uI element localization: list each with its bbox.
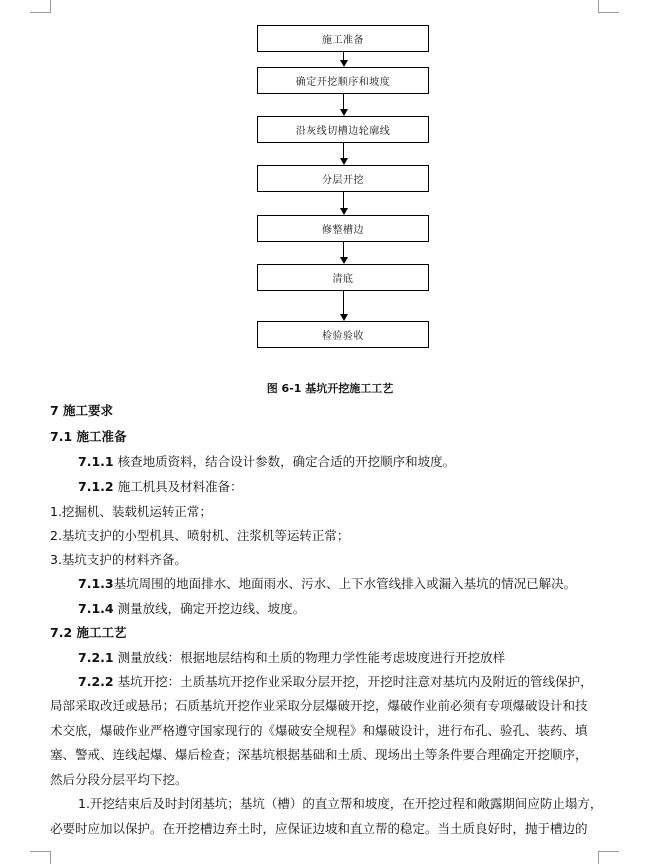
clause-number: 7.2.2 [78, 674, 114, 689]
clause-number: 7.1.3 [78, 576, 114, 591]
figure-caption: 图 6-1 基坑开挖施工工艺 [266, 382, 394, 395]
clause-text: 测量放线：根据地层结构和土质的物理力学性能考虑坡度进行开挖放样 [113, 650, 506, 665]
paragraph-line: 塞、警戒、连线起爆、爆后检查；深基坑根据基础和土质、现场出土等条件要合理确定开挖顺序， [50, 747, 588, 762]
flow-step-label: 沿灰线切槽边轮廓线 [295, 126, 391, 137]
clause-number: 7.1.4 [78, 601, 114, 616]
clause-text: 测量放线，确定开挖边线、坡度。 [113, 601, 306, 616]
paragraph-7-1-1 [78, 453, 455, 471]
paragraph-line: 1.开挖结束后及时封闭基坑；基坑（槽）的直立帮和坡度，在开挖过程和敞露期间应防止塌方， [78, 796, 603, 811]
paragraph-7-1-4 [78, 600, 305, 618]
paragraph-line: 然后分段分层平均下挖。 [50, 772, 188, 787]
flow-step-label: 施工准备 [322, 35, 364, 46]
arrow-head-icon [340, 158, 348, 165]
clause-text: 基坑开挖：土质基坑开挖作业采取分层开挖，开挖时注意对基坑内及附近的管线保护， [113, 674, 593, 689]
arrow-head-icon [340, 314, 348, 321]
paragraph-7-1-3 [78, 575, 576, 593]
list-item: 3.基坑支护的材料齐备。 [50, 552, 187, 567]
paragraph-7-2-1 [78, 649, 505, 667]
flow-step-5 [257, 215, 429, 242]
flow-step-label: 修整槽边 [322, 225, 364, 236]
clause-text: 核查地质资料，结合设计参数，确定合适的开挖顺序和坡度。 [113, 454, 456, 469]
paragraph-line: 局部采取改迁或悬吊；石质基坑开挖作业采取分层爆破开挖，爆破作业前必须有专项爆破设计和技 [50, 698, 588, 713]
paragraph-line: 必要时应加以保护。在开挖槽边弃土时，应保证边坡和直立帮的稳定。当土质良好时，抛于槽边的 [50, 821, 588, 836]
list-item: 1.挖掘机、装载机运转正常； [50, 504, 212, 519]
clause-text: 基坑周围的地面排水、地面雨水、污水、上下水管线排入或漏入基坑的情况已解决。 [113, 576, 577, 591]
arrow-head-icon [340, 208, 348, 215]
paragraph-7-1-2 [78, 478, 243, 496]
list-item: 2.基坑支护的小型机具、喷射机、注浆机等运转正常； [50, 528, 350, 543]
arrow-head-icon [340, 109, 348, 116]
flow-step-4 [257, 165, 429, 192]
clause-number: 7.2.1 [78, 650, 114, 665]
flow-step-3 [257, 116, 429, 143]
arrow-head-icon [340, 60, 348, 67]
flow-arrow [343, 291, 344, 316]
subsection-heading: 7.2 施工工艺 [50, 625, 127, 640]
flow-step-label: 检验验收 [322, 331, 364, 342]
flow-step-2 [257, 67, 429, 94]
crop-mark-bottom-left [30, 851, 51, 864]
crop-mark-bottom-right [598, 851, 619, 864]
arrow-head-icon [340, 257, 348, 264]
section-heading: 7 施工要求 [50, 403, 114, 418]
clause-text: 施工机具及材料准备： [113, 479, 243, 494]
clause-number: 7.1.1 [78, 454, 114, 469]
flow-step-1 [257, 25, 429, 52]
flow-step-label: 分层开挖 [322, 175, 364, 186]
paragraph-line: 术交底，爆破作业严格遵守国家现行的《爆破安全规程》和爆破设计，进行布孔、验孔、装药、填 [50, 723, 588, 738]
flow-step-label: 清底 [332, 274, 354, 285]
flowchart [0, 0, 660, 360]
clause-number: 7.1.2 [78, 479, 114, 494]
paragraph-7-2-2 [78, 673, 593, 691]
flow-step-label: 确定开挖顺序和坡度 [295, 77, 391, 88]
flow-step-6 [257, 264, 429, 291]
flow-step-7 [257, 321, 429, 348]
subsection-heading: 7.1 施工准备 [50, 429, 127, 444]
